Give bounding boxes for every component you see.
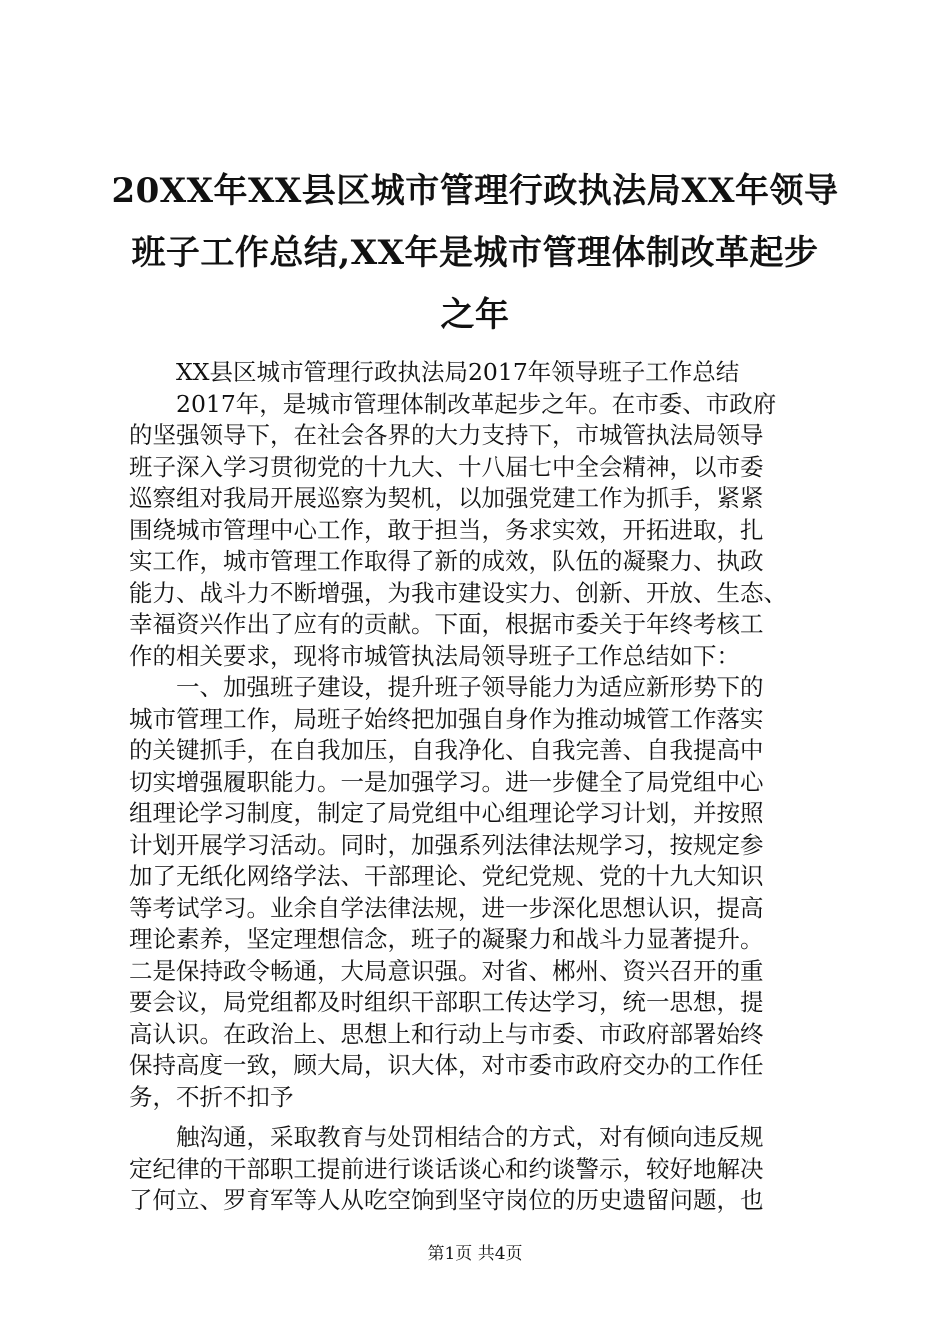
body-line: 作的相关要求，现将市城管执法局领导班子工作总结如下： xyxy=(129,641,740,670)
body-line: 能力、战斗力不断增强，为我市建设实力、创新、开放、生态、 xyxy=(129,578,787,607)
document-body xyxy=(129,357,831,1217)
body-line: 务，不折不扣予 xyxy=(129,1082,294,1111)
body-line: 高认识。在政治上、思想上和行动上与市委、市政府部署始终 xyxy=(129,1019,764,1048)
body-line: 计划开展学习活动。同时，加强系列法律法规学习，按规定参 xyxy=(129,830,764,859)
body-line: 的坚强领导下，在社会各界的大力支持下，市城管执法局领导 xyxy=(129,421,764,449)
page-footer: 第1页 共4页 xyxy=(427,1244,523,1264)
body-line: 幸福资兴作出了应有的贡献。下面，根据市委关于年终考核工 xyxy=(129,610,764,638)
document-title xyxy=(110,160,840,346)
body-line: 理论素养，坚定理想信念，班子的凝聚力和战斗力显著提升。 xyxy=(129,925,764,953)
body-line: XX县区城市管理行政执法局2017年领导班子工作总结 xyxy=(176,358,740,386)
body-line: 2017年，是城市管理体制改革起步之年。在市委、市政府 xyxy=(176,389,777,418)
title-line-3: 之年 xyxy=(440,295,510,335)
body-line: 定纪律的干部职工提前进行谈话谈心和约谈警示，较好地解决 xyxy=(129,1154,764,1183)
body-line: 城市管理工作，局班子始终把加强自身作为推动城管工作落实 xyxy=(129,704,764,733)
body-line: 组理论学习制度，制定了局党组中心组理论学习计划，并按照 xyxy=(129,799,764,827)
body-line: 的关键抓手，在自我加压，自我净化、自我完善、自我提高中 xyxy=(129,736,764,764)
title-line-1: 20XX年XX县区城市管理行政执法局XX年领导 xyxy=(111,171,839,211)
body-line: 加了无纸化网络学法、干部理论、党纪党规、党的十九大知识 xyxy=(129,862,764,890)
body-line: 巡察组对我局开展巡察为契机，以加强党建工作为抓手，紧紧 xyxy=(129,484,764,512)
body-line: 班子深入学习贯彻党的十九大、十八届七中全会精神，以市委 xyxy=(129,452,764,481)
body-line: 围绕城市管理中心工作，敢于担当，务求实效，开拓进取，扎 xyxy=(129,515,764,544)
body-line: 触沟通，采取教育与处罚相结合的方式，对有倾向违反规 xyxy=(176,1123,764,1151)
body-line: 二是保持政令畅通，大局意识强。对省、郴州、资兴召开的重 xyxy=(129,956,764,985)
body-line: 实工作，城市管理工作取得了新的成效，队伍的凝聚力、执政 xyxy=(129,547,764,575)
body-line: 保持高度一致，顾大局，识大体，对市委市政府交办的工作任 xyxy=(129,1051,764,1079)
title-line-2: 班子工作总结,XX年是城市管理体制改革起步 xyxy=(131,233,819,273)
body-line: 等考试学习。业余自学法律法规，进一步深化思想认识，提高 xyxy=(129,893,764,922)
body-line: 切实增强履职能力。一是加强学习。进一步健全了局党组中心 xyxy=(129,767,764,796)
body-line: 了何立、罗育军等人从吃空饷到坚守岗位的历史遗留问题，也 xyxy=(129,1186,764,1214)
body-line: 要会议，局党组都及时组织干部职工传达学习，统一思想，提 xyxy=(129,988,764,1016)
body-line: 一、加强班子建设，提升班子领导能力为适应新形势下的 xyxy=(176,673,764,701)
